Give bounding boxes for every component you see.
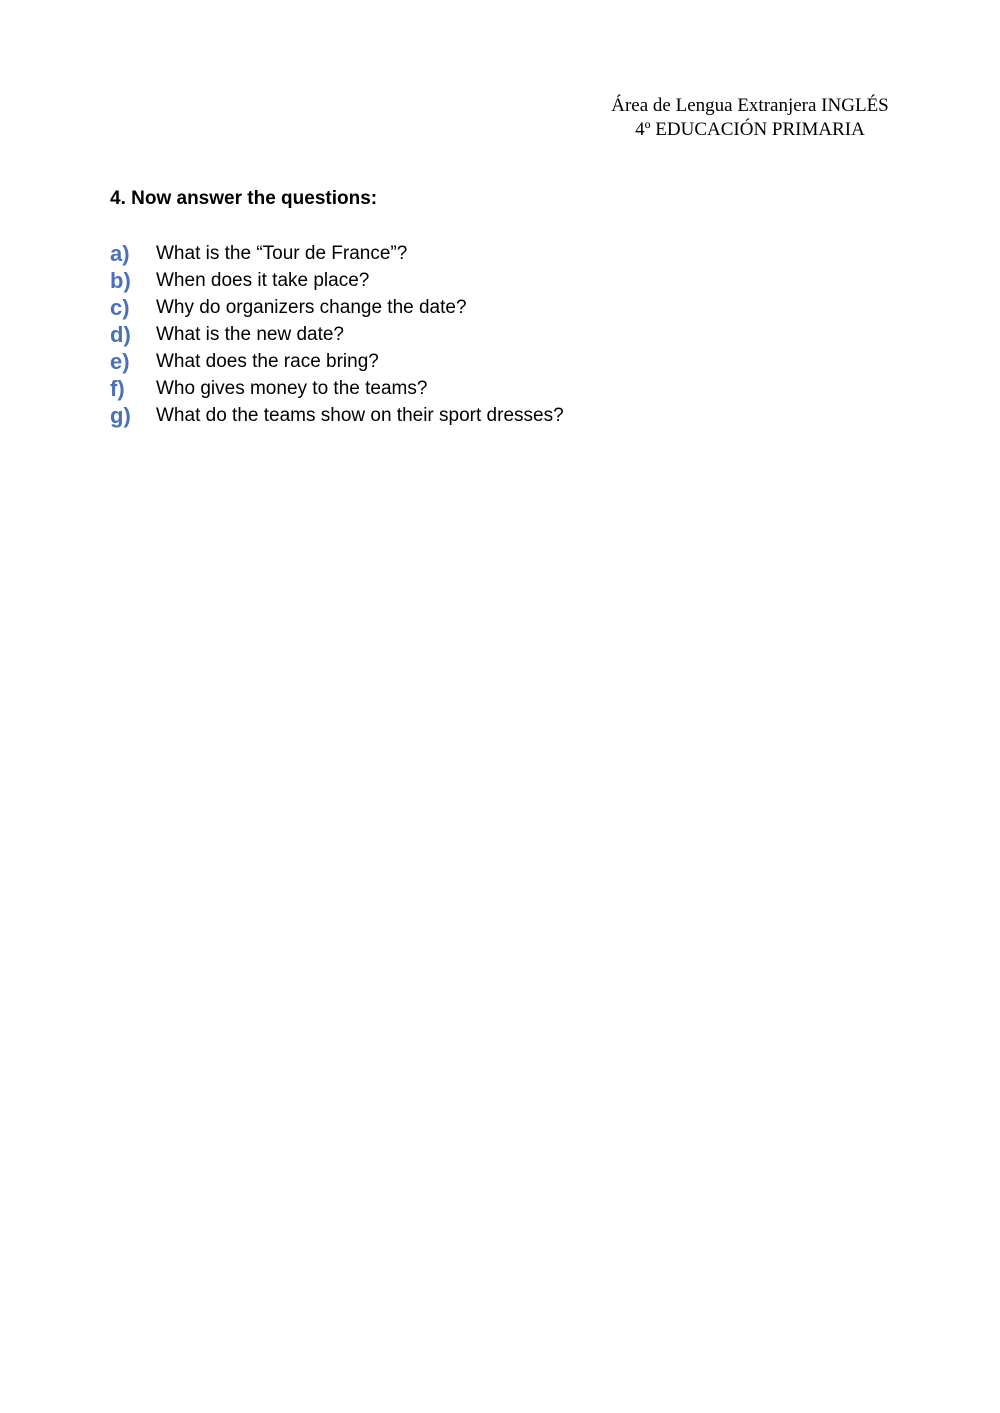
question-item-a <box>110 240 564 267</box>
question-text: What do the teams show on their sport dresses? <box>156 405 564 426</box>
question-letter: d) <box>110 322 131 347</box>
page-header <box>560 94 940 142</box>
section-title: 4. Now answer the questions: <box>110 188 378 209</box>
question-letter: b) <box>110 268 131 293</box>
question-letter: g) <box>110 403 131 428</box>
question-item-d <box>110 321 564 348</box>
question-item-g <box>110 402 564 429</box>
question-letter: a) <box>110 241 130 266</box>
question-text: What does the race bring? <box>156 351 379 372</box>
question-item-f <box>110 375 564 402</box>
question-text: What is the “Tour de France”? <box>156 243 408 264</box>
question-item-c <box>110 294 564 321</box>
question-item-e <box>110 348 564 375</box>
question-letter: c) <box>110 295 130 320</box>
question-text: Why do organizers change the date? <box>156 297 467 318</box>
question-text: Who gives money to the teams? <box>156 378 428 399</box>
question-list <box>110 240 564 429</box>
question-letter: f) <box>110 376 125 401</box>
question-text: When does it take place? <box>156 270 370 291</box>
header-grade: 4º EDUCACIÓN PRIMARIA <box>635 119 865 140</box>
question-letter: e) <box>110 349 130 374</box>
question-text: What is the new date? <box>156 324 344 345</box>
header-subject: Área de Lengua Extranjera INGLÉS <box>611 95 889 116</box>
question-item-b <box>110 267 564 294</box>
